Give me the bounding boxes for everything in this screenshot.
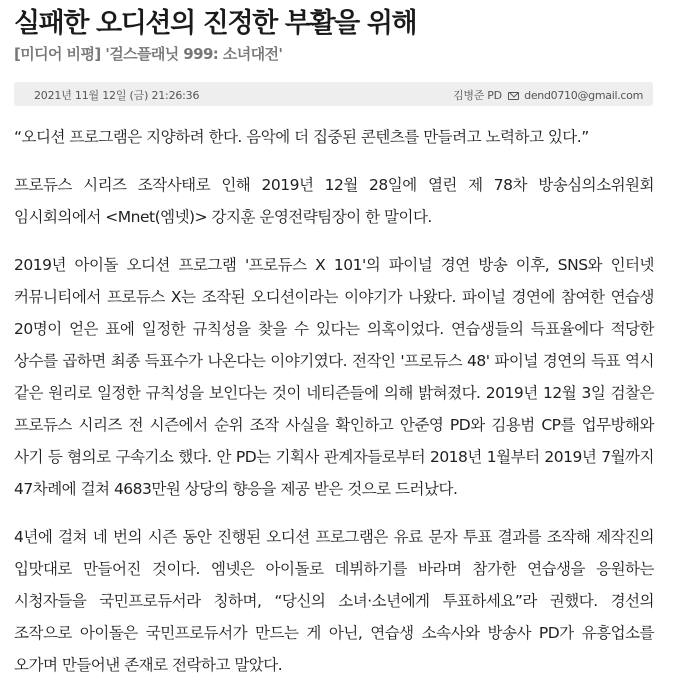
article-paragraph-3: 2019년 아이돌 오디션 프로그램 '프로듀스 X 101'의 파이널 경연 방송 이후, SNS와 인터넷 커뮤니티에서 프로듀스 X는 조작된 오디션이라는 이야기가 나왔다. 파이널 경연에 참여한 연습생 20명이 얻은 표에 일정한 규칙성을 찾을 수 있다는 의혹이었다. 연습생들의 득표율에다 적당한 상수를 곱하면 최종 득표수가 나온다는 이야기였다. 전작인 '프로듀스 48' 파이널 경연의 득표 역시 같은 원리로 일정한 규칙성을 보인다는 것이 네티즌들에 의해 밝혀졌다. 2019년 12월 3일 검찰은 프로듀스 시리즈 전 시즌에서 순위 조작 사실을 확인하고 안준영 PD와 김용범 CP를 업무방해와 사기 등 혐의로 구속기소 했다. 안 PD는 기획사 관계자들로부터 2018년 1월부터 2019년 7월까지 47차례에 걸쳐 4683만원 상당의 향응을 제공 받은 것으로 드러났다.: [14, 256, 654, 498]
article-body: [14, 121, 654, 688]
article-paragraph-1: “오디션 프로그램은 지양하려 한다. 음악에 더 집중된 콘텐츠를 만들려고 노력하고 있다.”: [14, 128, 589, 146]
article-paragraph-2: 프로듀스 시리즈 조작사태로 인해 2019년 12월 28일에 열린 제 78차 방송심의소위원회 임시회의에서 <Mnet(엠넷)> 강지훈 운영전략팀장이 한 말이다.: [14, 176, 654, 226]
article-title: 실패한 오디션의 진정한 부활을 위해: [14, 8, 417, 39]
article-paragraph-4: 4년에 걸쳐 네 번의 시즌 동안 진행된 오디션 프로그램은 유료 문자 투표 결과를 조작해 제작진의 입맛대로 만들어진 것이다. 엠넷은 아이돌로 데뷔하기를 바라며 참가한 연습생을 응원하는 시청자들을 국민프로듀서라 칭하며, “당신의 소녀·소년에게 투표하세요”라 권했다. 경선의 조작으로 아이돌은 국민프로듀서가 만드는 게 아닌, 연습생 소속사와 방송사 PD가 유흥업소를 오가며 만들어낸 존재로 전락하고 말았다.: [14, 528, 654, 674]
article-meta-bar: [14, 82, 653, 106]
author-name: 김병준 PD: [453, 89, 502, 102]
publish-date: 2021년 11월 12일 (금) 21:26:36: [34, 89, 200, 102]
byline: [453, 87, 643, 103]
author-email-link[interactable]: dend0710@gmail.com: [524, 89, 643, 102]
article-subtitle: [미디어 비평] '걸스플래닛 999: 소녀대전': [14, 45, 283, 63]
mail-icon: [508, 92, 519, 100]
